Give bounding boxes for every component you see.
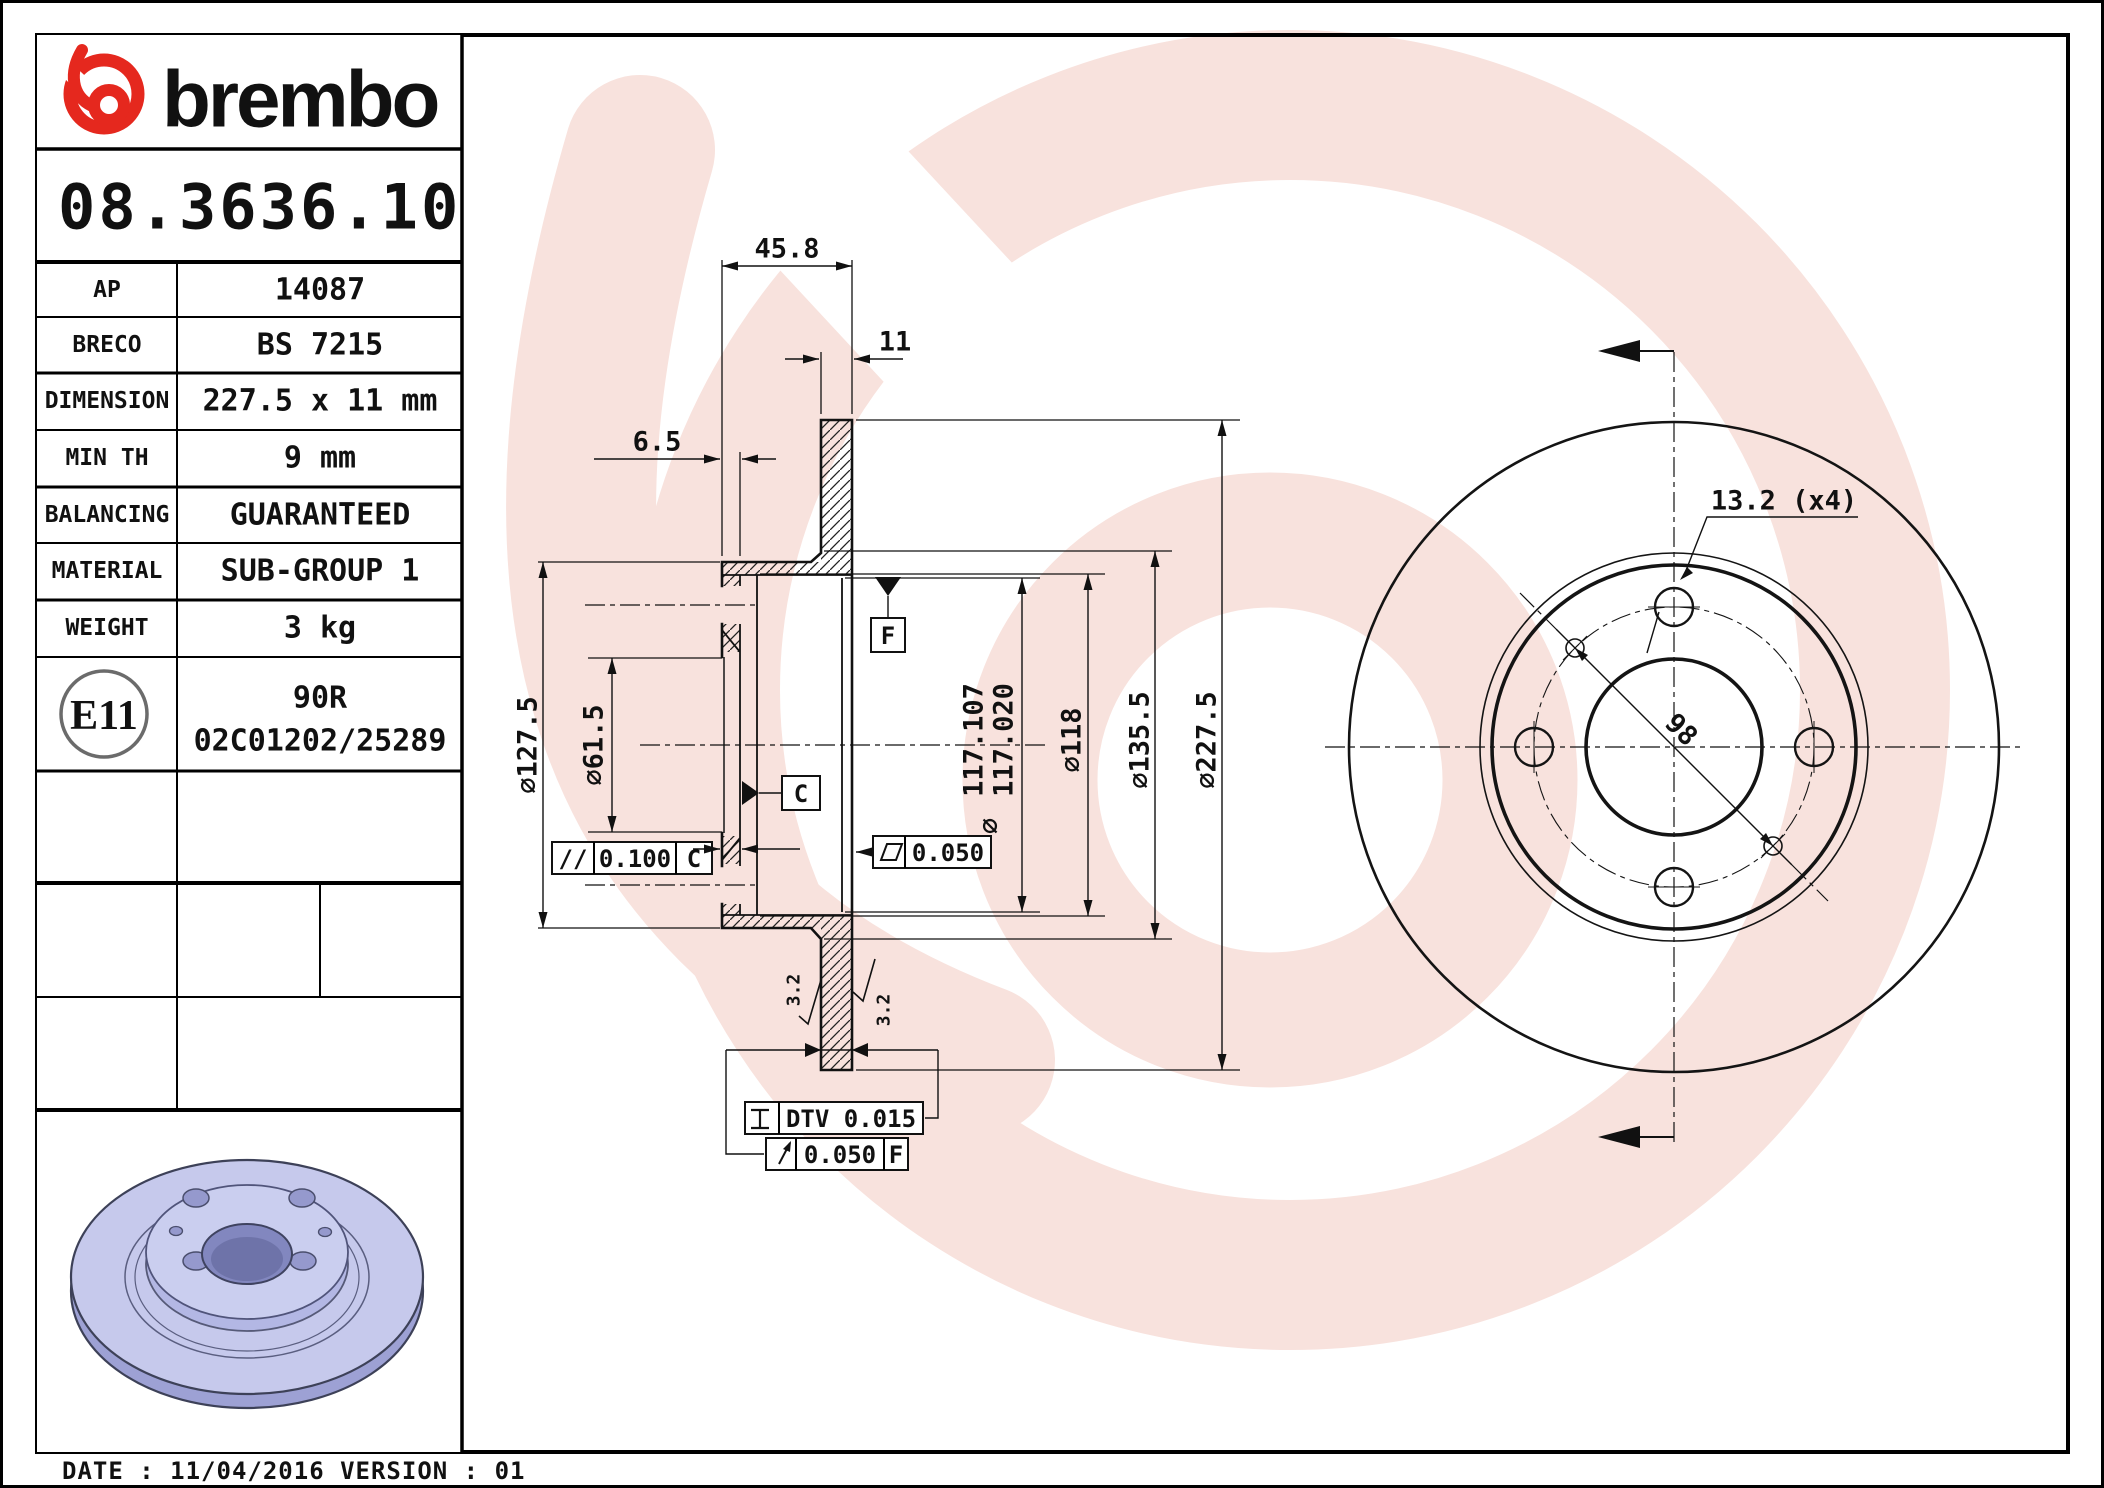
- row-value-min-th: 9 mm: [283, 440, 357, 476]
- set-screw-hole-3d: [319, 1228, 332, 1237]
- part-number: 08.3636.10: [58, 170, 462, 244]
- date-version-line: DATE : 11/04/2016 VERSION : 01: [62, 1457, 526, 1485]
- datum-f-label: F: [880, 622, 896, 650]
- e11-line2: 02C01202/25289: [193, 723, 447, 759]
- dim-band-id: ⌀135.5: [1124, 691, 1156, 789]
- row-label-breco: BRECO: [72, 332, 142, 358]
- dim-wall-thickness: 6.5: [632, 426, 682, 458]
- runout-value: 0.050: [803, 1141, 877, 1169]
- bolt-circle-value: 98: [1658, 707, 1704, 753]
- row-value-weight: 3 kg: [283, 610, 357, 646]
- row-value-material: SUB-GROUP 1: [220, 553, 420, 589]
- dim-pilot-phi: ⌀: [974, 817, 1006, 835]
- dim-outer-diameter: ⌀227.5: [1191, 691, 1223, 789]
- parallelism-datum: C: [686, 845, 702, 873]
- bolt-hole-3d: [289, 1189, 315, 1207]
- finish-right: 3.2: [873, 993, 895, 1027]
- e11-line1: 90R: [292, 680, 348, 716]
- set-screw-hole-3d: [170, 1227, 183, 1236]
- dtv-value: DTV 0.015: [785, 1105, 917, 1133]
- row-value-balancing: GUARANTEED: [229, 497, 411, 533]
- row-label-balancing: BALANCING: [44, 502, 170, 528]
- datum-c-label: C: [793, 780, 809, 808]
- bolt-hole-label: 13.2 (x4): [1710, 485, 1858, 517]
- parallelism-symbol: //: [558, 845, 588, 873]
- brembo-watermark: [578, 105, 1875, 1275]
- row-value-breco: BS 7215: [256, 327, 384, 363]
- bolt-hole-3d: [183, 1189, 209, 1207]
- bolt-hole-3d: [290, 1252, 316, 1270]
- fcf-flatness: [856, 836, 991, 868]
- section-view-arrows: [1598, 340, 1674, 1148]
- dim-flange-id: ⌀118: [1056, 707, 1088, 773]
- row-label-min-th: MIN TH: [65, 445, 149, 471]
- parallelism-value: 0.100: [598, 845, 672, 873]
- runout-datum: F: [888, 1141, 904, 1169]
- dim-pilot-min: 117.020: [988, 683, 1020, 797]
- row-label-weight: WEIGHT: [65, 615, 149, 641]
- brembo-logo: [64, 50, 437, 144]
- disc-3d-render: [71, 1160, 423, 1408]
- row-value-ap: 14087: [274, 272, 366, 308]
- dim-hat-od: ⌀127.5: [512, 696, 544, 794]
- dim-total-height: 45.8: [754, 233, 820, 265]
- e11-badge: E11: [70, 693, 138, 739]
- row-label-material: MATERIAL: [51, 558, 163, 584]
- dim-bore: ⌀61.5: [578, 704, 610, 786]
- row-label-ap: AP: [93, 277, 121, 303]
- dim-band-thickness: 11: [878, 326, 912, 358]
- row-label-dimension: DIMENSION: [44, 388, 170, 414]
- dim-pilot-max: 117.107: [958, 683, 990, 797]
- brembo-wordmark: brembo: [162, 54, 438, 144]
- flatness-value: 0.050: [911, 839, 985, 867]
- section-arrow-top-icon: [1598, 340, 1640, 362]
- row-value-dimension: 227.5 x 11 mm: [202, 383, 438, 419]
- datum-f: [871, 577, 905, 652]
- finish-left: 3.2: [783, 973, 805, 1007]
